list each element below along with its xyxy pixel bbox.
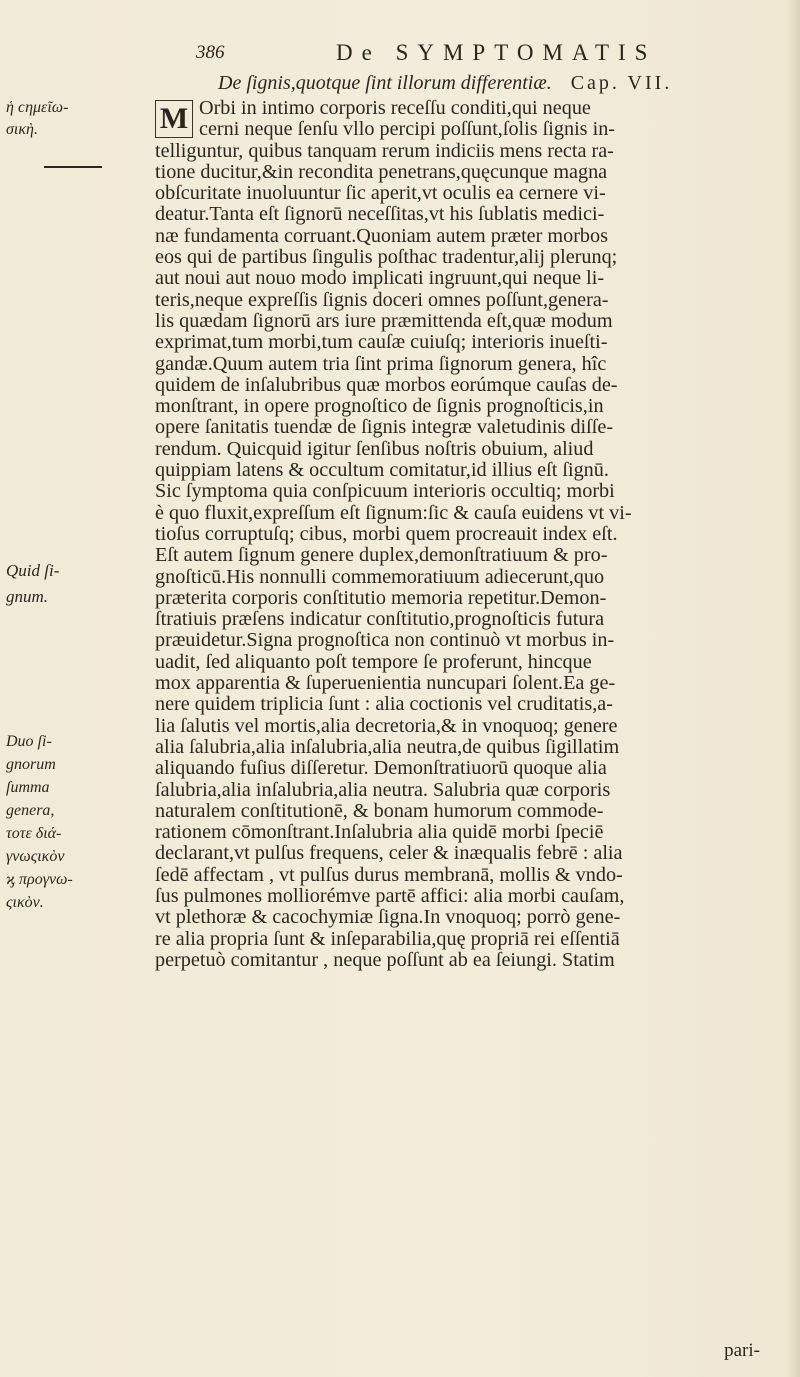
text-line: monſtrant, in opere prognoſtico de ſignis prognoſticis,in <box>155 395 604 418</box>
text-line: nere quidem triplicia ſunt : alia coctionis vel cruditatis,a- <box>155 693 613 716</box>
margin-note-line: τοτε διά- <box>6 825 62 842</box>
text-line: uadit, ſed aliquanto poſt tempore ſe proferunt, hincque <box>155 650 592 673</box>
text-line: alia ſalubria,alia inſalubria,alia neutra,de quibus ſigillatim <box>155 735 620 758</box>
text-line: teris,neque expreſſis ſignis doceri omnes poſſunt,genera- <box>155 288 609 311</box>
text-line: exprimat,tum morbi,tum cauſæ cuiuſq; interioris inueſti- <box>155 331 608 354</box>
text-line: ſedē affectam , vt pulſus durus membranā, mollis & vndo- <box>155 863 623 886</box>
text-line: cerni neque ſenſu vllo percipi poſſunt,ſolis ſignis in- <box>199 118 616 141</box>
text-line: ſtratiuis præſens indicatur conſtitutio,prognoſticis futura <box>155 608 605 631</box>
margin-rule <box>44 166 102 168</box>
page-edge <box>786 0 800 1377</box>
running-header <box>196 42 756 66</box>
text-line: tioſus corruptuſq; cibus, morbi quem procreauit index eſt. <box>155 522 618 545</box>
margin-note-line: σικὴ. <box>6 121 38 138</box>
text-line: ſalubria,alia inſalubria,alia neutra. Salubria quæ corporis <box>155 778 611 801</box>
margin-note-line: ϗ προγνω- <box>6 871 73 888</box>
page-number: 386 <box>196 42 225 63</box>
margin-note-line: γνωςικὸν <box>6 848 65 865</box>
text-line: è quo fluxit,expreſſum eſt ſignum:ſic & cauſa euidens vt vi- <box>155 501 632 524</box>
text-line: rendum. Quicquid igitur ſenſibus noſtris obuium, aliud <box>155 437 594 460</box>
text-line: rationem cōmonſtrant.Inſalubria alia quidē morbi ſpeciē <box>155 821 604 844</box>
text-line: lis quædam ſignorū ars iure præmittenda eſt,quæ modum <box>155 309 613 332</box>
text-line: telliguntur, quibus tanquam rerum indiciis mens recta ra- <box>155 139 614 162</box>
text-line: re alia propria ſunt & inſeparabilia,quę propriā rei eſſentiā <box>155 927 620 950</box>
text-line: quidem de inſalubribus quæ morbos eorúmque cauſas de- <box>155 373 618 396</box>
chapter-number: Cap. VII. <box>570 72 673 94</box>
margin-note-line: gnum. <box>6 587 49 606</box>
text-line: Sic ſymptoma quia conſpicuum interioris occultiq; morbi <box>155 480 615 503</box>
margin-note-line: gnorum <box>6 756 56 773</box>
margin-note-duo-signorum <box>6 730 124 914</box>
text-line: tione ducitur,&in recondita penetrans,quęcunque magna <box>155 160 608 183</box>
text-line: obſcuritate inuoluuntur ſic aperit,vt oculis ea cernere vi- <box>155 182 606 205</box>
text-line: eos qui de partibus ſingulis poſthac tradentur,alij plerunq; <box>155 246 618 269</box>
chapter-heading <box>218 72 672 95</box>
drop-cap: M <box>155 100 193 138</box>
chapter-title: De ſignis,quotque ſint illorum differentiæ. <box>218 72 552 94</box>
text-line: declarant,vt pulſus frequens, celer & inæqualis febrē : alia <box>155 842 623 865</box>
text-line: næ fundamenta corruant.Quoniam autem præter morbos <box>155 224 608 247</box>
text-line: Orbi in intimo corporis receſſu conditi,qui neque <box>199 97 591 119</box>
margin-note-line: Quid ſi- <box>6 561 60 580</box>
margin-note-line: ςικὸν. <box>6 894 44 911</box>
text-line: vt plethoræ & cacochymiæ ſigna.In vnoquoq; porrò gene- <box>155 906 621 929</box>
text-line: gnoſticū.His nonnulli commemoratiuum adiecerunt,quo <box>155 565 605 588</box>
text-line: lia ſalutis vel mortis,alia decretoria,& in vnoquoq; genere <box>155 714 618 737</box>
running-title: De SYMPTOMATIS <box>336 40 657 65</box>
margin-note-semeiotike <box>6 97 124 141</box>
catchword: pari- <box>724 1340 760 1361</box>
text-line: præterita corporis conſtitutio memoria repetitur.Demon- <box>155 586 607 609</box>
text-line: opere ſanitatis tuendæ de ſignis integræ valetudinis diſſe- <box>155 416 614 439</box>
text-line: naturalem conſtitutionē, & bonam humorum commode- <box>155 799 604 822</box>
margin-note-quid-signum <box>6 558 124 610</box>
text-line: perpetuò comitantur , neque poſſunt ab ea ſeiungi. Statim <box>155 948 615 971</box>
margin-note-line: genera, <box>6 802 55 819</box>
text-line: præuidetur.Signa prognoſtica non continuò vt morbus in- <box>155 629 615 652</box>
text-line: gandæ.Quum autem tria ſint prima ſignorum genera, hîc <box>155 352 607 375</box>
text-line: Eſt autem ſignum genere duplex,demonſtratiuum & pro- <box>155 544 608 567</box>
margin-note-line: ἡ ϲημεῖω- <box>6 99 69 116</box>
margin-note-line: Duo ſi- <box>6 733 52 750</box>
text-line: ſus pulmones molliorémve partē affici: alia morbi cauſam, <box>155 884 625 907</box>
text-line: deatur.Tanta eſt ſignorū neceſſitas,vt his ſublatis medici- <box>155 203 605 226</box>
margin-note-line: ſumma <box>6 779 50 796</box>
body-text <box>155 98 787 971</box>
text-line: mox apparentia & ſuperuenientia nuncupari ſolent.Ea ge- <box>155 672 616 695</box>
text-line: quippiam latens & occultum comitatur,id illius eſt ſignū. <box>155 459 609 482</box>
text-line: aut noui aut nouo modo implicati ingruunt,qui neque li- <box>155 267 605 290</box>
text-line: aliquando fuſius diſſeretur. Demonſtratiuorū quoque alia <box>155 757 607 780</box>
